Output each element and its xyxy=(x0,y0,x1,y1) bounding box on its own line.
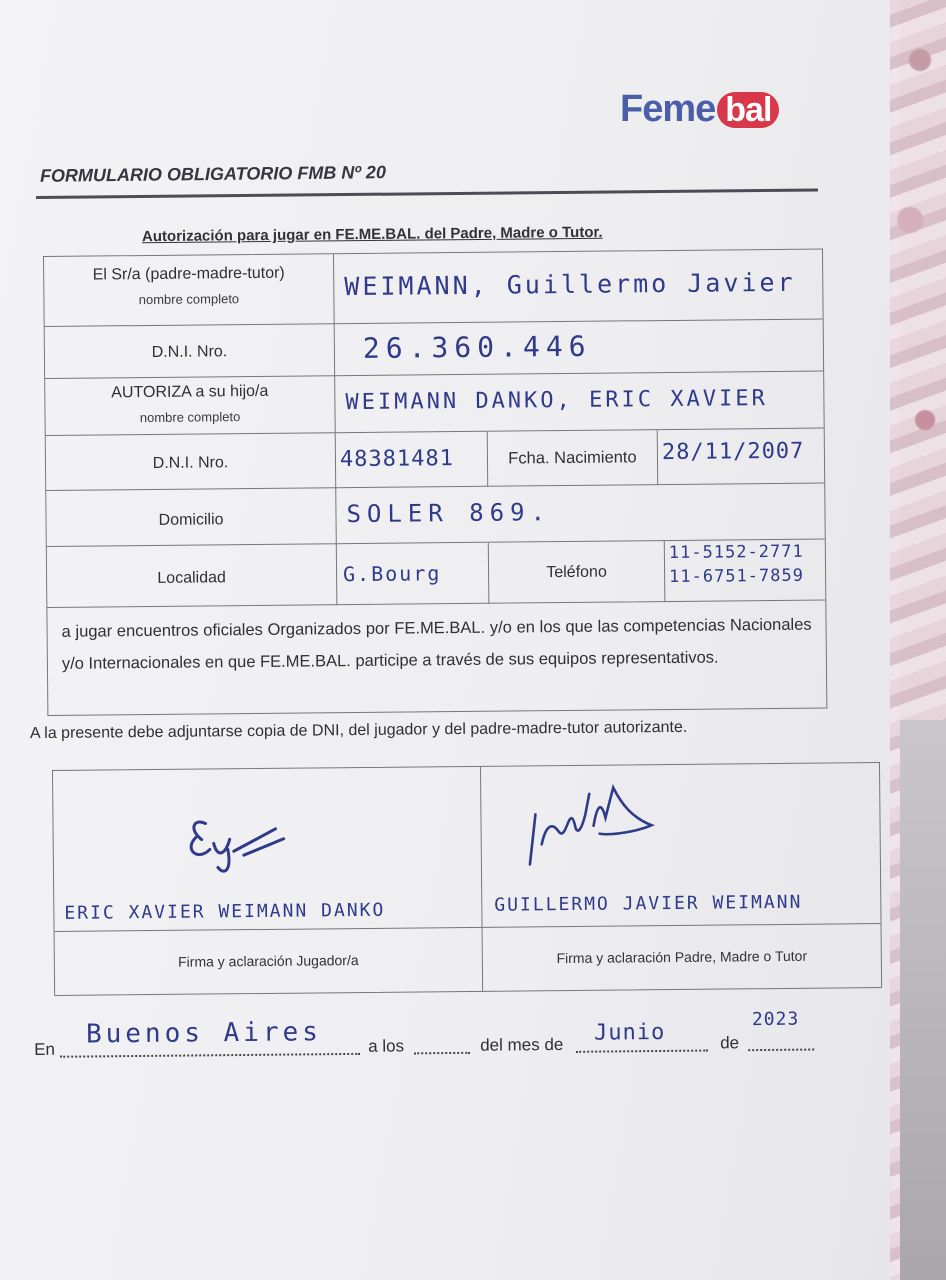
tutor-name-sig-handwritten: GUILLERMO JAVIER WEIMANN xyxy=(494,891,803,916)
year-dotted-line xyxy=(748,1033,814,1052)
phone-label: Teléfono xyxy=(546,563,607,582)
background-surface xyxy=(900,720,946,1280)
phone-value-cell xyxy=(665,540,826,603)
city-date-handwritten: Buenos Aires xyxy=(85,1017,323,1050)
data-grid xyxy=(43,249,826,608)
year-handwritten: 2023 xyxy=(751,1008,800,1031)
phone-label-cell xyxy=(489,541,666,604)
logo-text-part2: bal xyxy=(717,92,779,128)
en-label: En xyxy=(34,1039,56,1059)
tutor-label-cell xyxy=(44,254,335,327)
city-value-cell xyxy=(337,543,490,605)
player-name-handwritten: ERIC XAVIER WEIMANN DANKO xyxy=(64,899,386,924)
month-handwritten: Junio xyxy=(593,1019,666,1046)
signature-table xyxy=(52,762,882,996)
child-dni-value-cell xyxy=(336,432,489,488)
address-value-cell xyxy=(336,484,825,545)
tutor-sublabel: nombre completo xyxy=(138,291,240,308)
player-signature-caption: Firma y aclaración Jugador/a xyxy=(178,952,359,970)
birthdate-value-cell xyxy=(658,429,825,486)
birthdate-label-cell xyxy=(488,430,659,487)
birthdate-label: Fcha. Nacimiento xyxy=(508,448,637,468)
tutor-dni-value-cell xyxy=(335,320,823,377)
tutor-value-cell xyxy=(334,250,823,325)
child-name-handwritten: WEIMANN DANKO, ERIC XAVIER xyxy=(345,386,768,416)
form-title: FORMULARIO OBLIGATORIO FMB Nº 20 xyxy=(39,162,386,186)
tutor-name-handwritten: WEIMANN, Guillermo Javier xyxy=(344,267,796,302)
tutor-dni-handwritten: 26.360.446 xyxy=(362,329,592,365)
child-label: AUTORIZA a su hijo/a xyxy=(111,382,269,402)
year-label: de xyxy=(720,1033,740,1053)
tutor-dni-label-cell xyxy=(45,324,335,379)
tutor-signature-caption: Firma y aclaración Padre, Madre o Tutor xyxy=(556,947,808,967)
tutor-label: El Sr/a (padre-madre-tutor) xyxy=(92,264,285,284)
child-dni-handwritten: 48381481 xyxy=(339,446,455,473)
child-sublabel: nombre completo xyxy=(139,409,241,426)
city-label: Localidad xyxy=(157,569,226,587)
tutor-signature-cell xyxy=(481,763,881,991)
child-value-cell xyxy=(335,372,824,434)
player-signature-image xyxy=(183,809,304,880)
authorization-text: a jugar encuentros oficiales Organizados por FE.ME.BAL. y/o en los que las competencias Nacionales y/o Internacionales en que FE.ME.BAL. participe a través de sus equipos representativos. xyxy=(46,600,827,715)
attachment-note: A la presente debe adjuntarse copia de DNI, del jugador y del padre-madre-tutor autorizante. xyxy=(29,718,688,743)
birthdate-handwritten: 28/11/2007 xyxy=(661,438,805,466)
a-los-label: a los xyxy=(368,1036,405,1056)
tutor-signature-image xyxy=(501,773,662,875)
femebal-logo xyxy=(620,88,779,132)
child-label-cell xyxy=(45,376,336,436)
logo-text-part1: Feme xyxy=(620,88,716,130)
address-handwritten: SOLER 869. xyxy=(346,498,552,529)
player-signature-cell xyxy=(53,767,483,995)
city-handwritten: G.Bourg xyxy=(342,561,442,587)
city-label-cell xyxy=(47,544,338,608)
tutor-dni-label: D.N.I. Nro. xyxy=(151,343,228,361)
address-label-cell xyxy=(46,488,337,547)
address-label: Domicilio xyxy=(158,511,224,529)
phone-1-handwritten: 11-5152-2771 xyxy=(668,541,804,564)
phone-2-handwritten: 11-6751-7859 xyxy=(669,565,805,588)
day-dotted-line xyxy=(414,1036,470,1055)
child-dni-label: D.N.I. Nro. xyxy=(152,454,229,472)
child-dni-label-cell xyxy=(46,433,337,491)
authorization-table xyxy=(43,249,827,716)
month-label: del mes de xyxy=(480,1034,564,1055)
form-subtitle: Autorización para jugar en FE.ME.BAL. del Padre, Madre o Tutor. xyxy=(141,223,603,246)
